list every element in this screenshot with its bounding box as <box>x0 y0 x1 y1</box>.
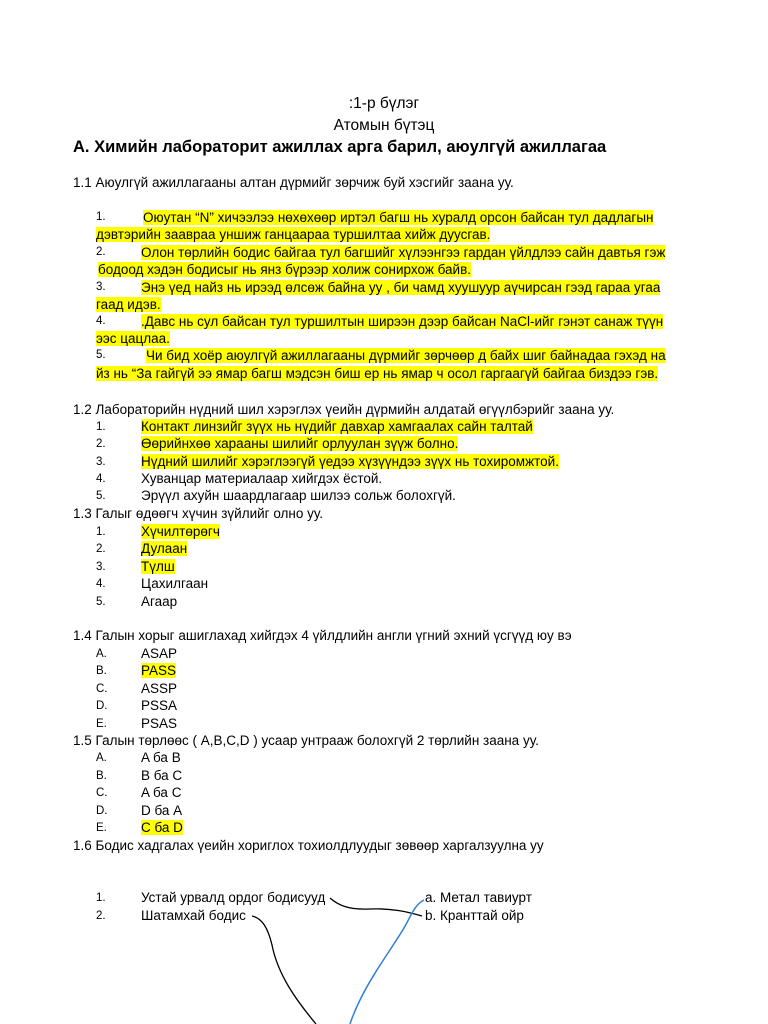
chapter-title: :1-р бүлэг <box>348 95 420 112</box>
option-number: 4. <box>96 473 106 485</box>
option-text: ээс цацлаа. <box>96 331 170 346</box>
option-letter: D. <box>96 700 108 712</box>
option-text: ASAP <box>141 646 178 661</box>
option-text: дэвтэрийн зааврaа уншиж ганцаараа туршилтаа хийж дуусгав. <box>96 227 491 242</box>
option-text: Чи бид хоёр аюулгүй ажиллагааны дүрмийг зөрчөөр д байх шиг байнадаа гэхэд на <box>146 348 666 363</box>
option-number: 2. <box>96 438 106 450</box>
option-number: 5. <box>96 490 106 502</box>
right-item-text: b. Кранттай ойр <box>425 908 524 923</box>
blue-match-line <box>350 900 424 1024</box>
option-number: 1. <box>96 211 106 223</box>
option-number: 5. <box>96 349 106 361</box>
option-text: C ба D <box>141 820 183 835</box>
left-item-number: 1. <box>96 892 106 904</box>
option-letter: B. <box>96 665 107 677</box>
option-text: PSSA <box>141 698 178 713</box>
left-item-text: Шатамхай бодис <box>141 908 246 923</box>
option-text: ASSP <box>141 681 178 696</box>
option-text: Өөрийнхөө хараaны шилийг орлуулан зүүж болно. <box>141 436 459 451</box>
option-text: Оюутан “N” хичээлээ нөхөхөөр иртэл багш нь хурaлд орсон байсан тул дадлагын <box>143 210 654 225</box>
option-text: Цахилгаан <box>141 576 209 591</box>
option-text: Нүдний шилийг хэрэглээгүй үедээ хүзүүндээ зүүх нь тохиромжтой. <box>141 454 559 469</box>
option-number: 2. <box>96 246 106 258</box>
option-text: PSAS <box>141 716 178 731</box>
option-text: Түлш <box>141 559 175 574</box>
option-number: 3. <box>96 281 106 293</box>
question-1-2-prompt: 1.2 Лабораторийн нүдний шил хэрэглэх үеийн дүрмийн алдатай өгүүлбэрийг заана уу. <box>73 402 615 417</box>
option-text: Энэ үед найз нь ирээд өлсөж байна уу , би чамд хуушуур аүчирсан гээд гараа угаа <box>141 280 661 295</box>
option-text: PASS <box>141 663 177 678</box>
option-letter: E. <box>96 718 107 730</box>
section-heading: A. Химийн лабораторит ажиллах арга барил, аюулгүй ажиллагаа <box>73 138 607 156</box>
option-text: бодоод хэдэн бодисыг нь янз бүрээр холиж сонирхож байв. <box>98 262 471 277</box>
question-1-6-prompt: 1.6 Бодис хадгалах үеийн хориглох тохиолдлуудыг зөвөөр харгалзуулна уу <box>73 838 544 853</box>
option-text: Олон төрлийн бодис байгаа тул багшийг хүлээнгээ гардан үйлдлээ сайн давтья гэж <box>141 245 666 260</box>
question-1-4-prompt: 1.4 Галын хорыг ашиглахад хийгдэх 4 үйлдлийн англи үгний эхний үсгүүд юу вэ <box>73 628 572 643</box>
option-letter: A. <box>96 648 107 660</box>
option-number: 2. <box>96 543 106 555</box>
option-text: A ба C <box>141 785 182 800</box>
option-number: 5. <box>96 596 106 608</box>
option-letter: C. <box>96 787 108 799</box>
option-text: B ба C <box>141 768 183 783</box>
question-1-5-prompt: 1.5 Галын төрлөөс ( A,B,C,D ) усаар унтрааж болохгүй 2 төрлийн заана уу. <box>73 733 539 748</box>
black-match-line <box>252 916 316 1024</box>
left-item-number: 2. <box>96 910 106 922</box>
option-text: Агаар <box>141 594 178 609</box>
option-text: .Давс нь сул байсан тул туршилтын ширээн дээр байсан NaCl-ийг гэнэт санаж түүн <box>141 314 664 329</box>
option-number: 1. <box>96 526 106 538</box>
option-number: 4. <box>96 578 106 590</box>
left-item-text: Устай урвалд ордог бодисууд <box>141 890 326 905</box>
question-1-3-prompt: 1.3 Галыг өдөөгч хүчин зүйлийг олно уу. <box>73 506 324 521</box>
black-match-line <box>330 898 422 916</box>
option-letter: D. <box>96 805 108 817</box>
option-text: D ба A <box>141 803 183 818</box>
option-text: Контакт линзийг зүүх нь нүдийг давхар хамгаалах сайн талтай <box>141 419 533 434</box>
document-subtitle: Атомын бүтэц <box>333 117 435 134</box>
option-letter: B. <box>96 770 107 782</box>
option-text: Хуванцар материалаар хийгдэх ёстой. <box>141 471 383 486</box>
right-item-text: a. Метал тавиурт <box>425 890 532 905</box>
option-text: Эрүүл ахуйн шаардлагаар шилээ сольж болохгүй. <box>141 488 456 503</box>
option-number: 3. <box>96 561 106 573</box>
option-letter: A. <box>96 752 107 764</box>
option-text: Хүчилтөрөгч <box>141 524 220 539</box>
option-text: Дулаан <box>141 541 188 556</box>
option-letter: C. <box>96 683 108 695</box>
option-letter: E. <box>96 822 107 834</box>
option-number: 3. <box>96 456 106 468</box>
option-number: 1. <box>96 421 106 433</box>
question-1-1-prompt: 1.1 Аюулгүй ажиллагааны алтан дүрмийг зөрчиж буй хэсгийг заана уу. <box>73 175 514 190</box>
option-number: 4. <box>96 315 106 327</box>
option-text: A ба B <box>141 750 181 765</box>
option-text: гаад идэв. <box>96 297 161 312</box>
option-text: йз нь “За гайгүй ээ ямар багш мэдсэн биш ер нь ямар ч осол гаргаагүй байгаа биздээ гэв. <box>96 366 659 381</box>
